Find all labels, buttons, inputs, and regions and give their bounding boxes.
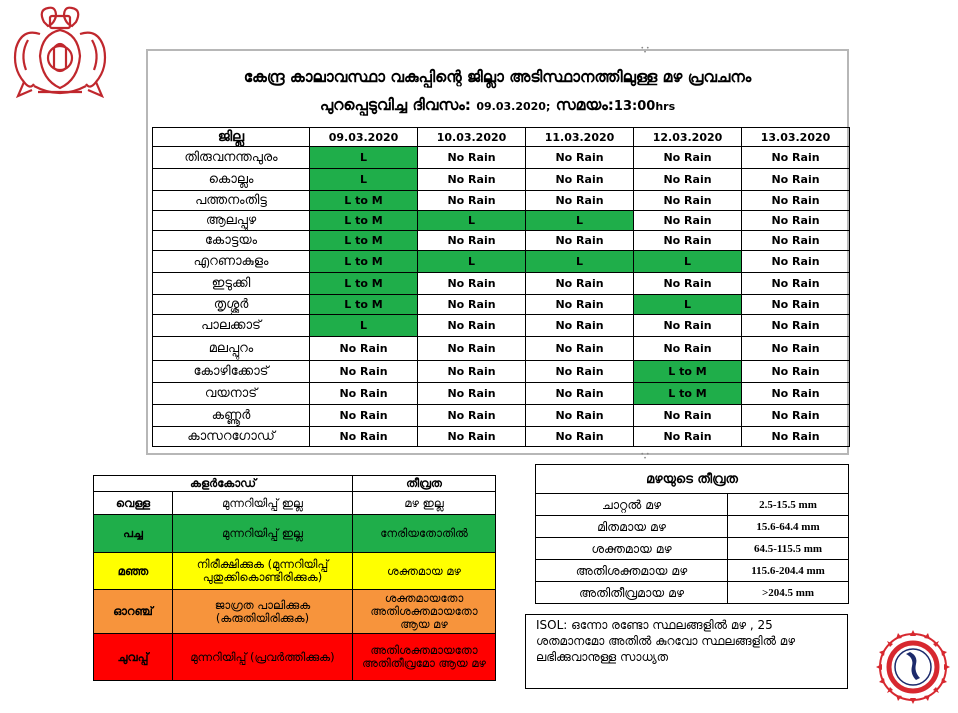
forecast-cell: No Rain: [742, 273, 850, 295]
forecast-cell: No Rain: [742, 337, 850, 361]
colour-code-header-row: [94, 476, 496, 492]
forecast-row: [153, 361, 850, 383]
forecast-cell: No Rain: [634, 169, 742, 191]
district-name: തൃശ്ശൂർ: [153, 295, 310, 315]
forecast-cell: L to M: [310, 211, 418, 231]
forecast-cell: L to M: [634, 361, 742, 383]
forecast-cell: No Rain: [742, 211, 850, 231]
forecast-cell: No Rain: [526, 427, 634, 447]
forecast-row: [153, 191, 850, 211]
forecast-cell: No Rain: [526, 315, 634, 337]
forecast-cell: No Rain: [634, 211, 742, 231]
rain-range-value: >204.5 mm: [728, 582, 849, 604]
forecast-cell: No Rain: [418, 273, 526, 295]
colour-code-table: [93, 475, 496, 681]
colour-meaning: മുന്നറിയിപ്പ് ഇല്ല: [173, 492, 353, 515]
rain-intensity-row: [536, 516, 849, 538]
forecast-cell: No Rain: [418, 315, 526, 337]
forecast-cell: No Rain: [526, 405, 634, 427]
forecast-cell: No Rain: [526, 295, 634, 315]
district-name: കോട്ടയം: [153, 231, 310, 251]
colour-meaning: മുന്നറിയിപ്പ് ഇല്ല: [173, 515, 353, 553]
colour-row-red: [94, 634, 496, 681]
date-column-header: 12.03.2020: [634, 128, 742, 147]
colour-intensity: നേരിയതോതിൽ: [353, 515, 496, 553]
date-column-header: 10.03.2020: [418, 128, 526, 147]
forecast-cell: No Rain: [310, 405, 418, 427]
rain-intensity-row: [536, 582, 849, 604]
time-value: 13:00: [613, 99, 656, 114]
forecast-cell: No Rain: [310, 361, 418, 383]
rain-intensity-row: [536, 560, 849, 582]
forecast-cell: No Rain: [742, 169, 850, 191]
forecast-cell: No Rain: [742, 427, 850, 447]
forecast-cell: No Rain: [526, 169, 634, 191]
forecast-row: [153, 251, 850, 273]
date-column-header: 09.03.2020: [310, 128, 418, 147]
district-name: മലപ്പുറം: [153, 337, 310, 361]
forecast-cell: No Rain: [742, 405, 850, 427]
time-unit: hrs: [655, 100, 676, 113]
colour-meaning: ജാഗ്രത പാലിക്കുക (കരുതിയിരിക്കുക): [173, 590, 353, 634]
forecast-cell: No Rain: [418, 383, 526, 405]
forecast-cell: No Rain: [418, 295, 526, 315]
rain-intensity-row: [536, 494, 849, 516]
forecast-row: [153, 405, 850, 427]
forecast-cell: L to M: [310, 251, 418, 273]
forecast-title-line1: കേന്ദ്ര കാലാവസ്ഥാ വകുപ്പിന്റെ ജില്ലാ അടിസ്ഥാനത്തിലുള്ള മഴ പ്രവചനം: [243, 68, 752, 86]
colour-row-yellow: [94, 553, 496, 590]
forecast-cell: No Rain: [634, 337, 742, 361]
forecast-cell: L to M: [634, 383, 742, 405]
forecast-cell: L: [310, 315, 418, 337]
forecast-cell: No Rain: [526, 231, 634, 251]
colour-row-white: [94, 492, 496, 515]
forecast-cell: No Rain: [742, 315, 850, 337]
district-name: എറണാകുളം: [153, 251, 310, 273]
colour-meaning: മുന്നറിയിപ്പ് (പ്രവർത്തിക്കുക): [173, 634, 353, 681]
district-name: വയനാട്: [153, 383, 310, 405]
district-name: കണ്ണൂർ: [153, 405, 310, 427]
forecast-cell: No Rain: [418, 231, 526, 251]
colour-name: ചുവപ്പ്: [94, 634, 173, 681]
forecast-cell: L: [310, 147, 418, 169]
forecast-row: [153, 337, 850, 361]
forecast-cell: No Rain: [418, 191, 526, 211]
issued-label: പുറപ്പെടുവിച്ച ദിവസം:: [319, 96, 471, 114]
forecast-cell: No Rain: [634, 427, 742, 447]
disaster-management-logo-icon: [876, 630, 950, 704]
forecast-row: [153, 147, 850, 169]
forecast-cell: No Rain: [310, 383, 418, 405]
date-column-header: 13.03.2020: [742, 128, 850, 147]
rain-range-value: 64.5-115.5 mm: [728, 538, 849, 560]
forecast-cell: No Rain: [526, 337, 634, 361]
forecast-cell: L: [418, 211, 526, 231]
forecast-cell: No Rain: [310, 337, 418, 361]
forecast-cell: No Rain: [418, 427, 526, 447]
forecast-cell: No Rain: [634, 315, 742, 337]
forecast-cell: L: [418, 251, 526, 273]
forecast-cell: No Rain: [526, 273, 634, 295]
forecast-cell: L: [634, 251, 742, 273]
forecast-cell: No Rain: [634, 147, 742, 169]
colour-meaning: നിരീക്ഷിക്കുക (മുന്നറിയിപ്പ് പുതുക്കികൊണ്ടിരിക്കുക): [173, 553, 353, 590]
rain-range-value: 15.6-64.4 mm: [728, 516, 849, 538]
rain-range-value: 115.6-204.4 mm: [728, 560, 849, 582]
forecast-row: [153, 231, 850, 251]
colour-name: ഓറഞ്ച്: [94, 590, 173, 634]
forecast-cell: No Rain: [418, 337, 526, 361]
forecast-cell: No Rain: [742, 147, 850, 169]
district-name: കൊല്ലം: [153, 169, 310, 191]
forecast-cell: No Rain: [634, 273, 742, 295]
forecast-cell: No Rain: [742, 251, 850, 273]
colour-intensity: മഴ ഇല്ല: [353, 492, 496, 515]
forecast-cell: No Rain: [634, 405, 742, 427]
forecast-cell: L to M: [310, 273, 418, 295]
forecast-cell: No Rain: [742, 383, 850, 405]
forecast-row: [153, 427, 850, 447]
rain-intensity-header: മഴയുടെ തീവ്രത: [536, 465, 849, 494]
forecast-row: [153, 169, 850, 191]
forecast-cell: No Rain: [634, 231, 742, 251]
rain-type-label: അതിതീവ്രമായ മഴ: [536, 582, 728, 604]
forecast-cell: No Rain: [526, 361, 634, 383]
forecast-cell: No Rain: [418, 169, 526, 191]
colour-name: മഞ്ഞ: [94, 553, 173, 590]
rain-intensity-header-row: [536, 465, 849, 494]
colour-name: പച്ച: [94, 515, 173, 553]
rain-range-value: 2.5-15.5 mm: [728, 494, 849, 516]
forecast-cell: No Rain: [418, 361, 526, 383]
forecast-header-row: [153, 128, 850, 147]
district-column-header: ജില്ല: [153, 128, 310, 147]
forecast-cell: No Rain: [742, 191, 850, 211]
date-column-header: 11.03.2020: [526, 128, 634, 147]
resize-handle-top[interactable]: • • •: [640, 45, 650, 56]
forecast-title-line2: [148, 91, 847, 121]
district-name: കാസറഗോഡ്: [153, 427, 310, 447]
colour-intensity: അതിശക്തമായതോ അതിതീവ്രമോ ആയ മഴ: [353, 634, 496, 681]
forecast-cell: L: [526, 251, 634, 273]
forecast-cell: No Rain: [418, 147, 526, 169]
forecast-row: [153, 383, 850, 405]
forecast-panel: [146, 45, 849, 462]
rain-intensity-row: [536, 538, 849, 560]
colour-row-green: [94, 515, 496, 553]
resize-handle-bottom[interactable]: • • •: [640, 451, 650, 462]
colour-code-header: കളർകോഡ്: [94, 476, 353, 492]
rain-type-label: അതിശക്തമായ മഴ: [536, 560, 728, 582]
kerala-emblem-icon: [4, 4, 116, 108]
forecast-cell: L: [310, 169, 418, 191]
forecast-cell: No Rain: [526, 383, 634, 405]
rain-type-label: ശക്തമായ മഴ: [536, 538, 728, 560]
forecast-cell: No Rain: [526, 191, 634, 211]
forecast-title: [148, 63, 847, 121]
district-name: പത്തനംതിട്ട: [153, 191, 310, 211]
forecast-table: [152, 127, 850, 447]
colour-row-orange: [94, 590, 496, 634]
rain-type-label: മിതമായ മഴ: [536, 516, 728, 538]
district-name: പാലക്കാട്: [153, 315, 310, 337]
issued-date: 09.03.2020;: [476, 100, 551, 113]
forecast-cell: No Rain: [742, 231, 850, 251]
colour-name: വെള്ള: [94, 492, 173, 515]
forecast-cell: No Rain: [742, 295, 850, 315]
rain-type-label: ചാറ്റൽ മഴ: [536, 494, 728, 516]
forecast-row: [153, 273, 850, 295]
forecast-cell: L to M: [310, 191, 418, 211]
colour-intensity: ശക്തമായ മഴ: [353, 553, 496, 590]
colour-intensity: ശക്തമായതോ അതിശക്തമായതോ ആയ മഴ: [353, 590, 496, 634]
district-name: തിരുവനന്തപുരം: [153, 147, 310, 169]
time-label: സമയം:: [555, 96, 614, 114]
intensity-header: തീവ്രത: [353, 476, 496, 492]
forecast-cell: No Rain: [310, 427, 418, 447]
district-name: കോഴിക്കോട്: [153, 361, 310, 383]
forecast-row: [153, 211, 850, 231]
forecast-cell: L to M: [310, 295, 418, 315]
district-name: ഇടുക്കി: [153, 273, 310, 295]
forecast-row: [153, 315, 850, 337]
rain-intensity-table: [535, 464, 849, 604]
forecast-row: [153, 295, 850, 315]
forecast-cell: L to M: [310, 231, 418, 251]
forecast-cell: L: [526, 211, 634, 231]
forecast-cell: No Rain: [526, 147, 634, 169]
forecast-cell: L: [634, 295, 742, 315]
forecast-cell: No Rain: [742, 361, 850, 383]
district-name: ആലപ്പുഴ: [153, 211, 310, 231]
isol-note: ISOL: ഒന്നോ രണ്ടോ സ്ഥലങ്ങളിൽ മഴ , 25 ശതമാനമോ അതിൽ കുറവോ സ്ഥലങ്ങളിൽ മഴ ലഭിക്കുവാനുള്ള സാധ്യത: [525, 614, 848, 689]
forecast-cell: No Rain: [634, 191, 742, 211]
forecast-cell: No Rain: [418, 405, 526, 427]
